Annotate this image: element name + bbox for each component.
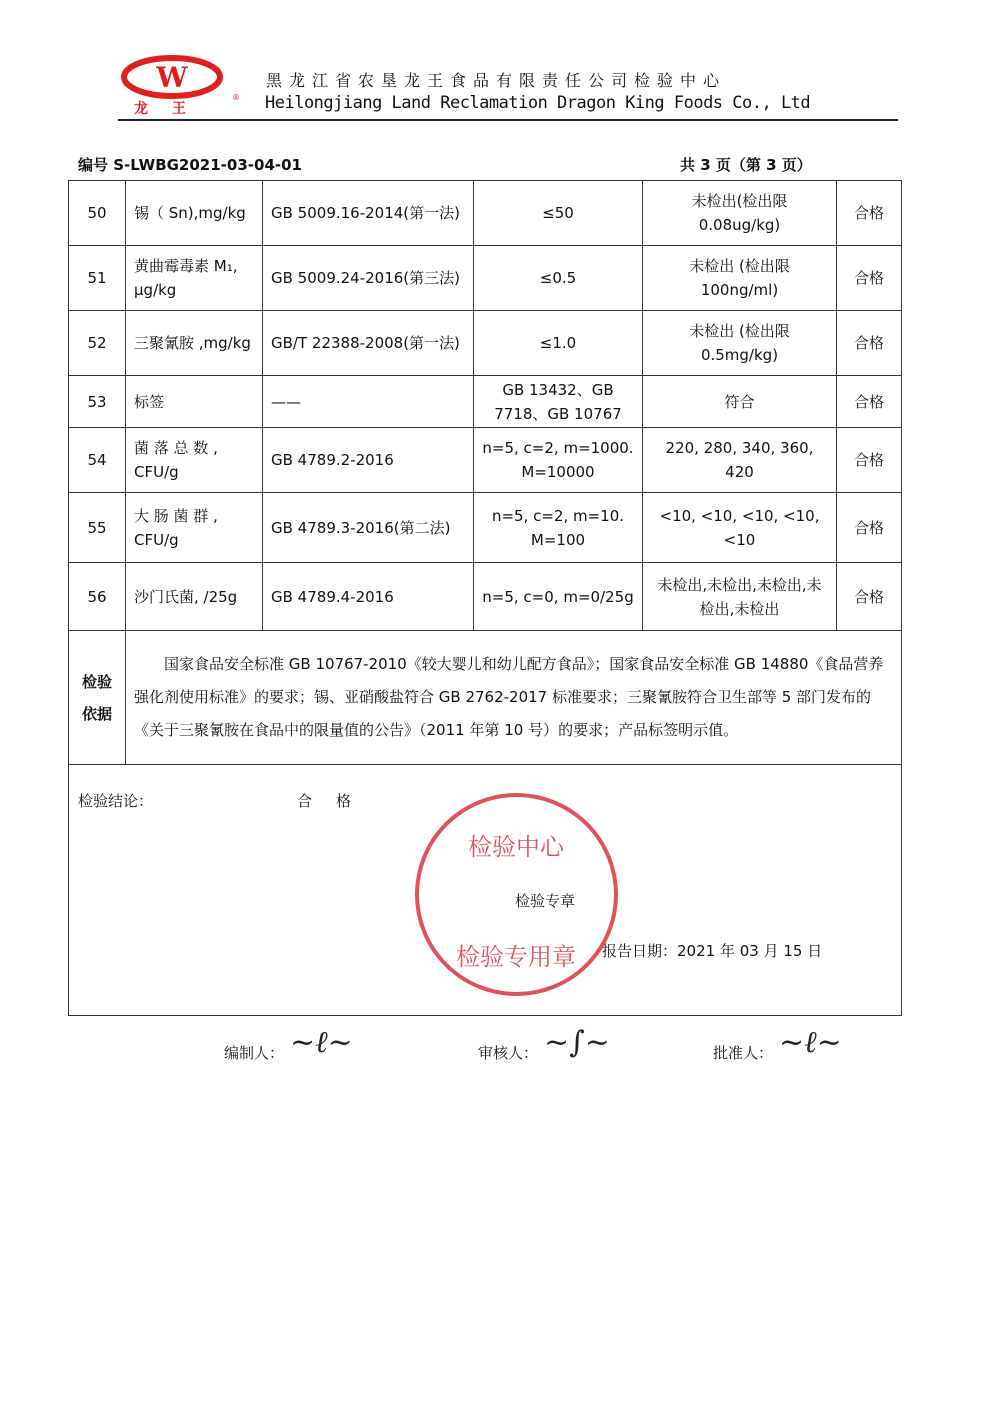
editor-signature: ~ℓ~: [290, 1025, 353, 1060]
verdict: 合格: [837, 246, 902, 311]
basis-label: 检验依据: [69, 631, 126, 765]
svg-text:W: W: [156, 61, 188, 94]
verdict: 合格: [837, 181, 902, 246]
approver-label: 批准人：: [713, 1044, 774, 1062]
table-row: [69, 181, 902, 246]
test-result: 未检出(检出限 0.08ug/kg): [643, 181, 837, 246]
test-method: GB 4789.4-2016: [263, 563, 474, 631]
standard-limit: n=5, c=0, m=0/25g: [474, 563, 643, 631]
basis-text: 国家食品安全标准 GB 10767-2010《较大婴儿和幼儿配方食品》；国家食品安全标准 GB 14880《食品营养强化剂使用标准》的要求；锡、亚硝酸盐符合 GB 2762-2017 标准要求；三聚氰胺符合卫生部等 5 部门发布的《关于三聚氰胺在食品中的限量值的公告》（2011 年第 10 号）的要求；产品标签明示值。: [126, 631, 902, 765]
test-item: 大 肠 菌 群 , CFU/g: [126, 493, 263, 563]
svg-text:检验中心: 检验中心: [468, 833, 564, 861]
table-row: [69, 563, 902, 631]
table-row: [69, 311, 902, 376]
test-result: 符合: [643, 376, 837, 428]
test-item: 锡（ Sn),mg/kg: [126, 181, 263, 246]
document-number: 编号 S-LWBG2021-03-04-01: [78, 156, 302, 174]
approver-signature: ~ℓ~: [779, 1025, 842, 1060]
standard-limit: ≤50: [474, 181, 643, 246]
row-number: 55: [69, 493, 126, 563]
svg-text:检验专用章: 检验专用章: [456, 943, 576, 971]
conclusion-label: 检验结论：: [78, 792, 154, 810]
test-result: <10, <10, <10, <10, <10: [643, 493, 837, 563]
standard-limit: n=5, c=2, m=10. M=100: [474, 493, 643, 563]
test-item: 沙门氏菌, /25g: [126, 563, 263, 631]
page-count: 共 3 页（第 3 页）: [680, 156, 812, 174]
standard-limit: GB 13432、GB 7718、GB 10767: [474, 376, 643, 428]
row-number: 56: [69, 563, 126, 631]
svg-text:龙王: 龙王: [134, 101, 210, 115]
verdict: 合格: [837, 376, 902, 428]
verdict: 合格: [837, 563, 902, 631]
row-number: 53: [69, 376, 126, 428]
row-number: 54: [69, 428, 126, 493]
test-result: 220, 280, 340, 360, 420: [643, 428, 837, 493]
test-item: 黄曲霉毒素 M₁, μg/kg: [126, 246, 263, 311]
row-number: 52: [69, 311, 126, 376]
report-date: 报告日期：2021 年 03 月 15 日: [602, 942, 823, 960]
company-name-en: Heilongjiang Land Reclamation Dragon King Foods Co., Ltd: [265, 93, 811, 113]
verdict: 合格: [837, 428, 902, 493]
editor-label: 编制人：: [224, 1044, 285, 1062]
table-row: [69, 246, 902, 311]
test-method: GB 5009.24-2016(第三法): [263, 246, 474, 311]
standard-limit: n=5, c=2, m=1000. M=10000: [474, 428, 643, 493]
test-result: 未检出 (检出限 100ng/ml): [643, 246, 837, 311]
test-result: 未检出,未检出,未检出,未检出,未检出: [643, 563, 837, 631]
standard-limit: ≤0.5: [474, 246, 643, 311]
table-row: [69, 376, 902, 428]
svg-text:®: ®: [232, 93, 240, 102]
header-divider: [118, 119, 898, 121]
row-number: 51: [69, 246, 126, 311]
conclusion-value: 合格: [297, 792, 376, 810]
basis-row: [69, 631, 902, 765]
test-result: 未检出 (检出限 0.5mg/kg): [643, 311, 837, 376]
test-method: GB 4789.3-2016(第二法): [263, 493, 474, 563]
test-item: 标签: [126, 376, 263, 428]
test-item: 菌 落 总 数 , CFU/g: [126, 428, 263, 493]
stamp-caption: 检验专章: [515, 892, 576, 910]
test-method: ——: [263, 376, 474, 428]
test-method: GB/T 22388-2008(第一法): [263, 311, 474, 376]
verdict: 合格: [837, 493, 902, 563]
reviewer-label: 审核人：: [478, 1044, 539, 1062]
verdict: 合格: [837, 311, 902, 376]
test-method: GB 4789.2-2016: [263, 428, 474, 493]
standard-limit: ≤1.0: [474, 311, 643, 376]
company-logo: [120, 55, 240, 115]
row-number: 50: [69, 181, 126, 246]
company-name-cn: 黑龙江省农垦龙王食品有限责任公司检验中心: [266, 71, 727, 90]
table-row: [69, 428, 902, 493]
reviewer-signature: ~∫~: [544, 1025, 610, 1060]
test-method: GB 5009.16-2014(第一法): [263, 181, 474, 246]
table-row: [69, 493, 902, 563]
test-item: 三聚氰胺 ,mg/kg: [126, 311, 263, 376]
